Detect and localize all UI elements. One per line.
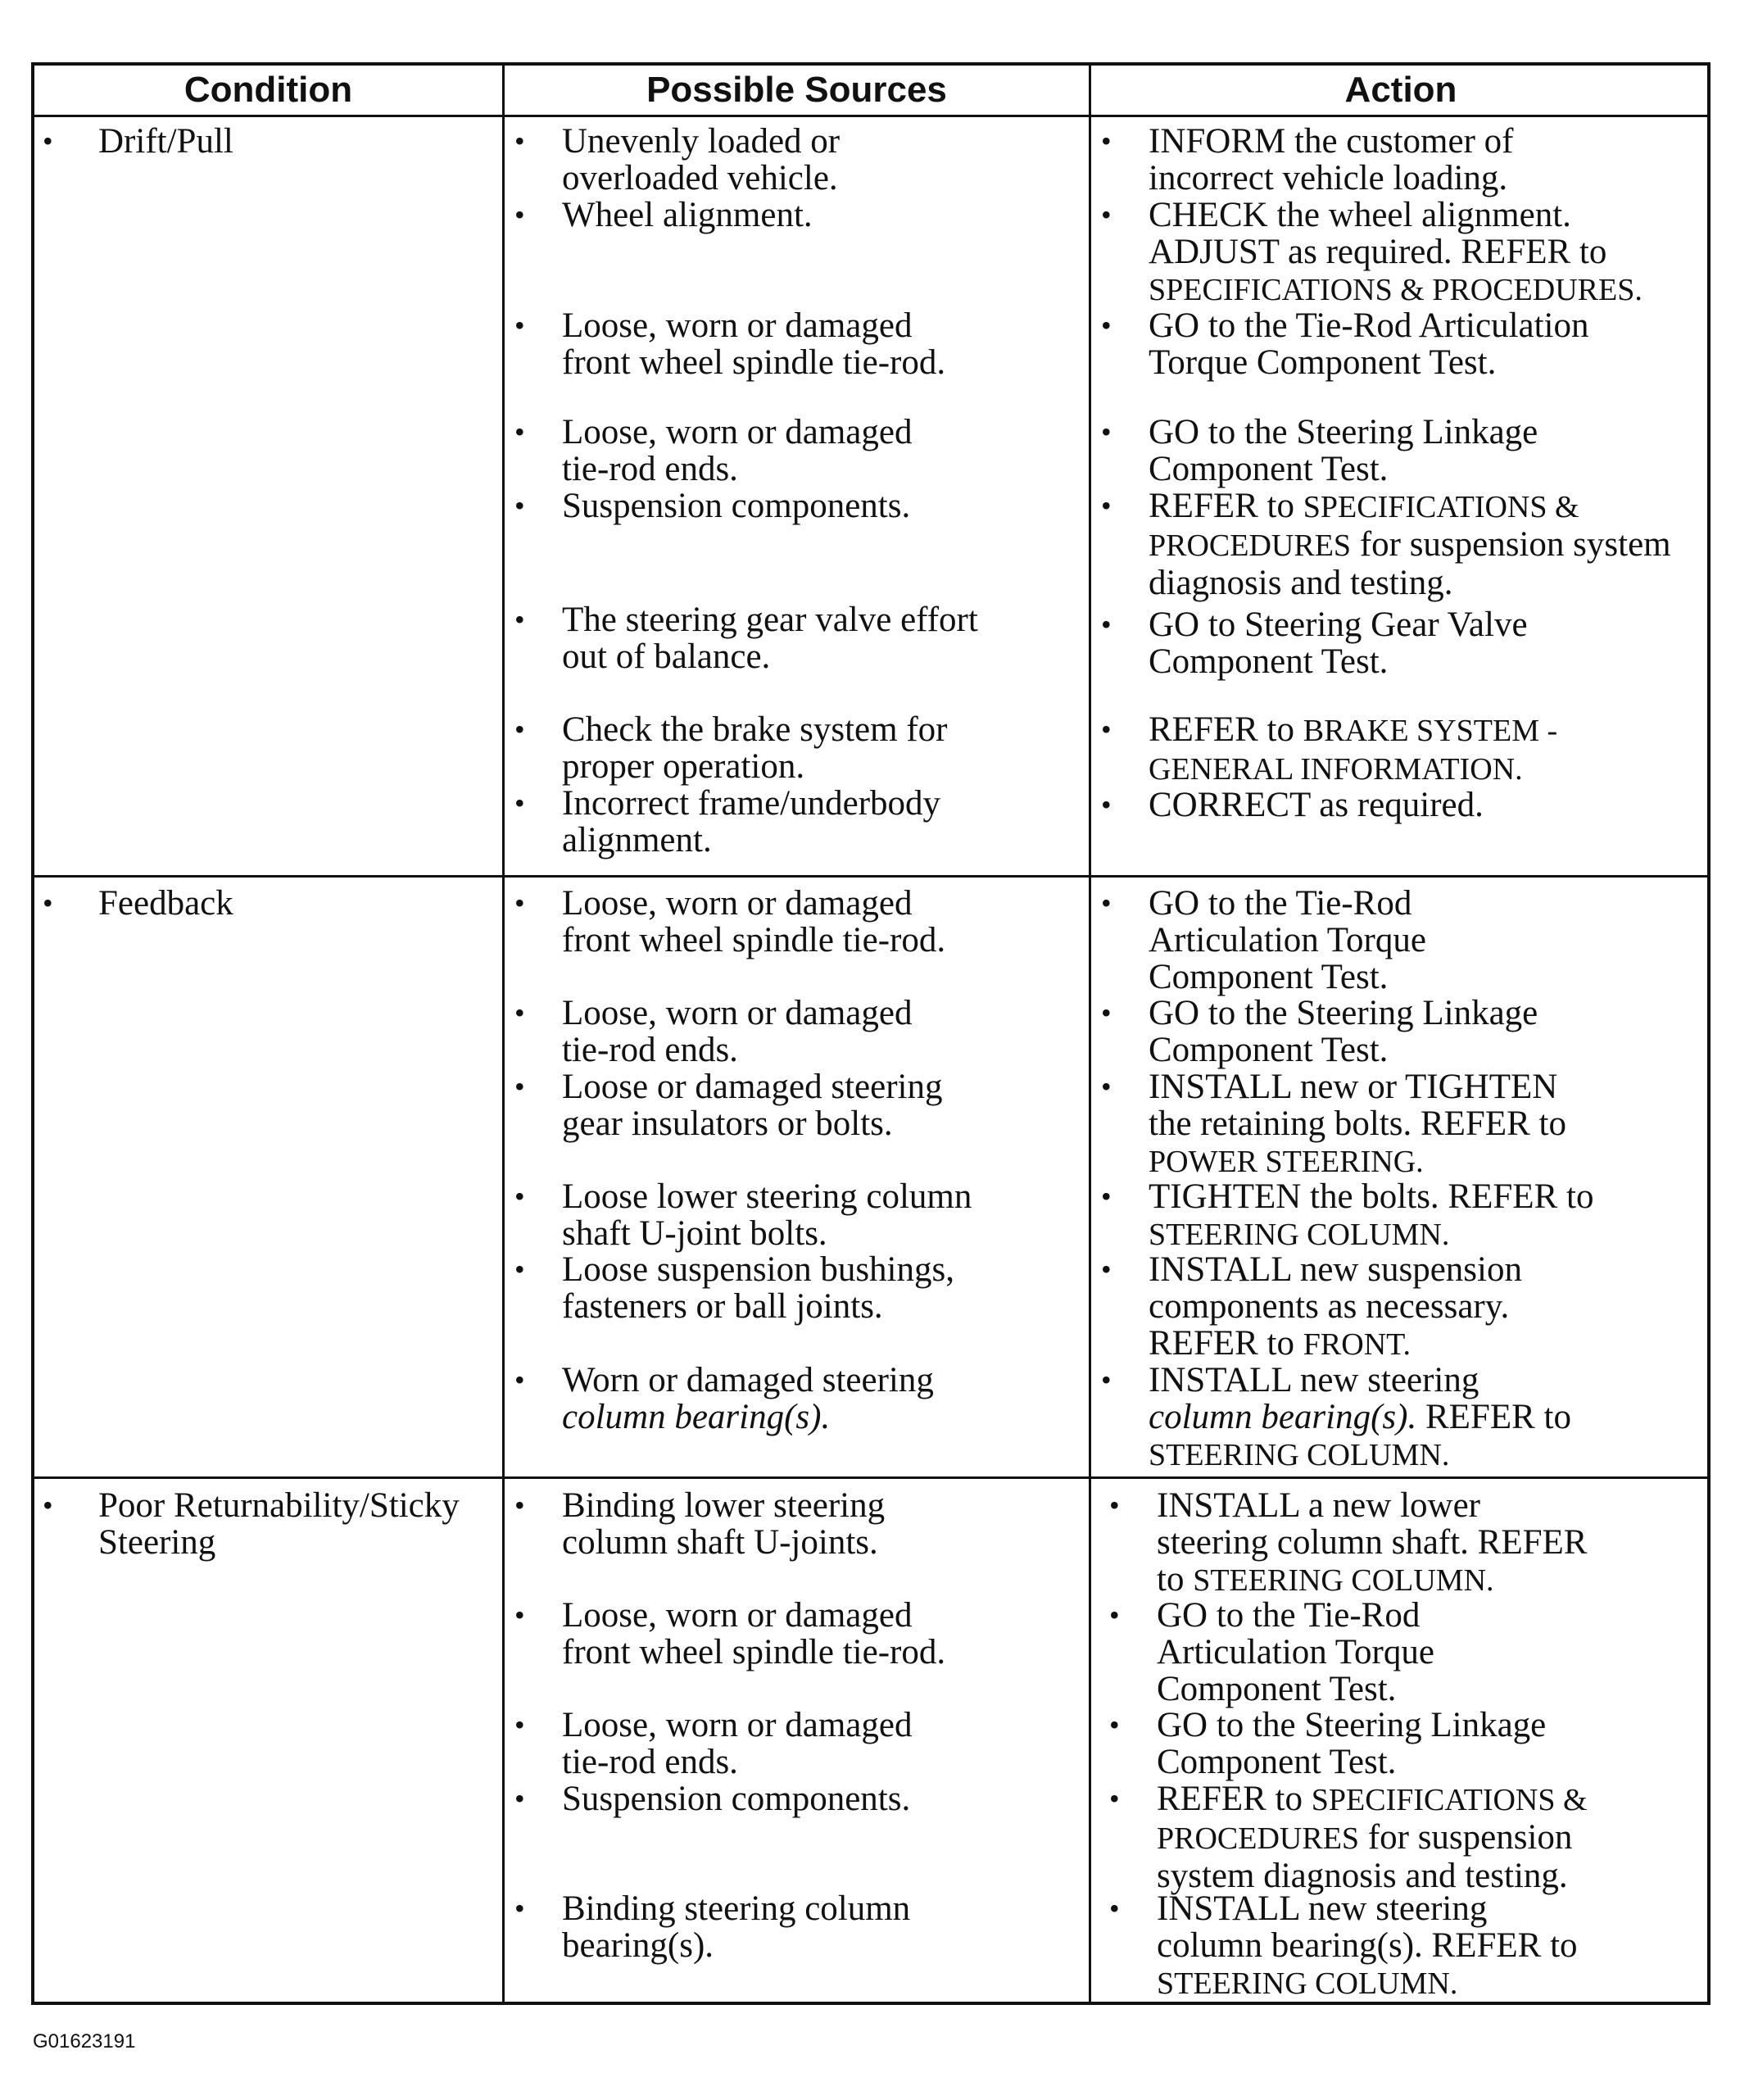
diagnosis-table: Condition Possible Sources Action • Drift/Pull • Unevenly loaded or overloaded vehicle. • Wheel alignment. • Loose, worn or damaged front wheel spindle tie-rod. • Loose, worn or damaged tie-rod ends. • Suspension components. • The steering gear valve effort out of balance. • Check the brake system for proper operation. • Incorrect frame/underbody alignment. • INFORM the customer of incorrect vehicle loading. • CHECK the wheel alignment. ADJUST as required. REFER to SPECIFICATIONS & PROCEDURES. • GO to the Tie-Rod Articulation Torque Component Test. • GO to the Steering Linkage Component Test. • REFER to SPECIFICATIONS & PROCEDURES for suspension system diagnosis and testing. • GO to Steering Gear Valve Component Test. • REFER to BRAKE SYSTEM - GENERAL INFORMATION. • CORRECT as required. • Feedback • Loose, worn or damaged front wheel spindle tie-rod. • Loose, worn or damaged tie-rod ends. • Loose or damaged steering gear insulators or bolts. • Loose lower steering column shaft U-joint bolts. • Loose suspension bushings, fasteners or ball joints. • Worn or damaged steering column bearing(s). • GO to the Tie-Rod Articulation Torque Component Test. • GO to the Steering Linkage Component Test. • INSTALL new or TIGHTEN the retaining bolts. REFER to POWER STEERING. • TIGHTEN the bolts. REFER to STEERING COLUMN. • INSTALL new suspension components as necessary. REFER to FRONT. • INSTALL new steering column bearing(s). REFER to STEERING COLUMN. • Poor Returnability/Sticky Steering • Binding lower steering column shaft U-joints. • Loose, worn or damaged front wheel spindle tie-rod. • Loose, worn or damaged tie-rod ends. • Suspension components. • Binding steering column bearing(s). • INSTALL a new lower steering column shaft. REFER to STEERING COLUMN. • GO to the Tie-Rod Articulation Torque Component Test. • GO to the Steering Linkage Component Test. • REFER to SPECIFICATIONS & PROCEDURES for suspension system diagnosis and testing. • INSTALL new steering column bearing(s). REFER to STEERING COLUMN.: [31, 62, 1711, 2005]
actions-cell: • GO to the Tie-Rod Articulation Torque Component Test. • GO to the Steering Linkage Component Test. • INSTALL new or TIGHTEN the retaining bolts. REFER to POWER STEERING. • TIGHTEN the bolts. REFER to STEERING COLUMN. • INSTALL new suspension components as necessary. REFER to FRONT. • INSTALL new steering column bearing(s). REFER to STEERING COLUMN.: [1101, 884, 1594, 1472]
condition-label: Poor Returnability/Sticky Steering: [98, 1486, 460, 1562]
header-possible-sources: Possible Sources: [646, 70, 947, 110]
sources-cell: • Binding lower steering column shaft U-joints. • Loose, worn or damaged front wheel spindle tie-rod. • Loose, worn or damaged tie-rod ends. • Suspension components. • Binding steering column bearing(s).: [514, 1486, 946, 1965]
row-divider: [34, 1476, 1707, 1479]
condition-label: Drift/Pull: [98, 122, 233, 161]
figure-id: G01623191: [33, 2030, 136, 2052]
actions-cell: • INFORM the customer of incorrect vehicle loading. • CHECK the wheel alignment. ADJUST as required. REFER to SPECIFICATIONS & PROCEDURES. • GO to the Tie-Rod Articulation Torque Component Test. • GO to the Steering Linkage Component Test. • REFER to SPECIFICATIONS & PROCEDURES for suspension system diagnosis and testing. • GO to Steering Gear Valve Component Test. • REFER to BRAKE SYSTEM - GENERAL INFORMATION. • CORRECT as required.: [1101, 122, 1671, 824]
header-action: Action: [1344, 70, 1457, 110]
row-divider: [34, 875, 1707, 878]
header-divider: [34, 115, 1707, 117]
sources-cell: • Loose, worn or damaged front wheel spindle tie-rod. • Loose, worn or damaged tie-rod ends. • Loose or damaged steering gear insulators or bolts. • Loose lower steering column shaft U-joint bolts. • Loose suspension bushings, fasteners or ball joints. • Worn or damaged steering column bearing(s).: [514, 884, 972, 1436]
sources-cell: • Unevenly loaded or overloaded vehicle. • Wheel alignment. • Loose, worn or damaged front wheel spindle tie-rod. • Loose, worn or damaged tie-rod ends. • Suspension components. • The steering gear valve effort out of balance. • Check the brake system for proper operation. • Incorrect frame/underbody alignment.: [514, 122, 978, 860]
condition-label: Feedback: [98, 884, 233, 923]
header-condition: Condition: [184, 70, 353, 110]
actions-cell: • INSTALL a new lower steering column shaft. REFER to STEERING COLUMN. • GO to the Tie-Rod Articulation Torque Component Test. • GO to the Steering Linkage Component Test. • REFER to SPECIFICATIONS & PROCEDURES for suspension system diagnosis and testing. • INSTALL new steering column bearing(s). REFER to STEERING COLUMN.: [1109, 1486, 1588, 2001]
